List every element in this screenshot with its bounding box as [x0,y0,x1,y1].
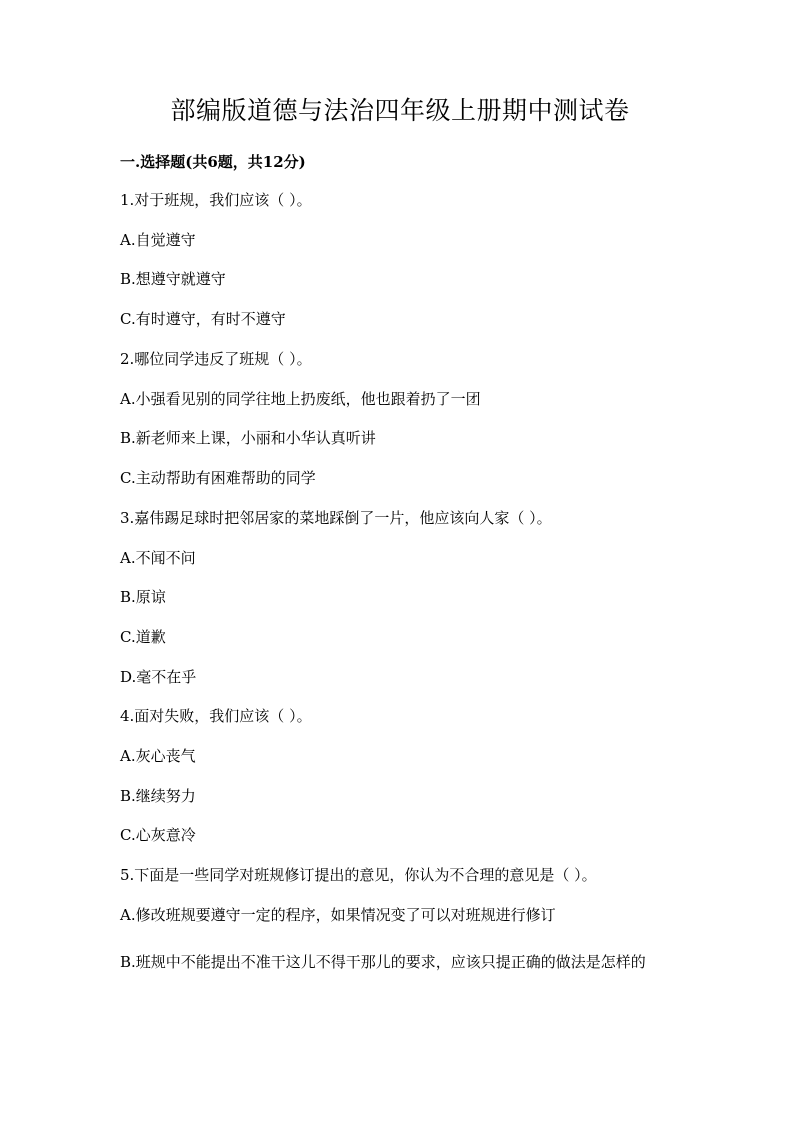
question-stem-3: 3.嘉伟踢足球时把邻居家的菜地踩倒了一片，他应该向人家（ ）。 [120,509,552,527]
option-3a: A.不闻不问 [120,549,196,567]
option-2c: C.主动帮助有困难帮助的同学 [120,469,316,487]
option-3b: B.原谅 [120,588,166,606]
section-heading: 一.选择题(共6题，共12分) [120,153,306,171]
option-4c: C.心灰意冷 [120,826,196,844]
option-1a: A.自觉遵守 [120,231,196,249]
option-5b: B.班规中不能提出不准干这儿不得干那儿的要求，应该只提正确的做法是怎样的 [120,953,646,971]
question-stem-5: 5.下面是一些同学对班规修订提出的意见，你认为不合理的意见是（ ）。 [120,866,597,884]
option-4a: A.灰心丧气 [120,747,196,765]
option-3c: C.道歉 [120,628,166,646]
option-1c: C.有时遵守，有时不遵守 [120,310,286,328]
question-stem-1: 1.对于班规，我们应该（ ）。 [120,191,312,209]
question-stem-2: 2.哪位同学违反了班规（ ）。 [120,350,312,368]
option-2a: A.小强看见别的同学往地上扔废纸，他也跟着扔了一团 [120,390,481,408]
question-stem-4: 4.面对失败，我们应该（ ）。 [120,707,312,725]
option-1b: B.想遵守就遵守 [120,270,226,288]
option-4b: B.继续努力 [120,787,196,805]
page-title: 部编版道德与法治四年级上册期中测试卷 [170,96,630,125]
option-2b: B.新老师来上课，小丽和小华认真听讲 [120,429,376,447]
option-5a: A.修改班规要遵守一定的程序，如果情况变了可以对班规进行修订 [120,906,556,924]
option-3d: D.毫不在乎 [120,668,197,686]
